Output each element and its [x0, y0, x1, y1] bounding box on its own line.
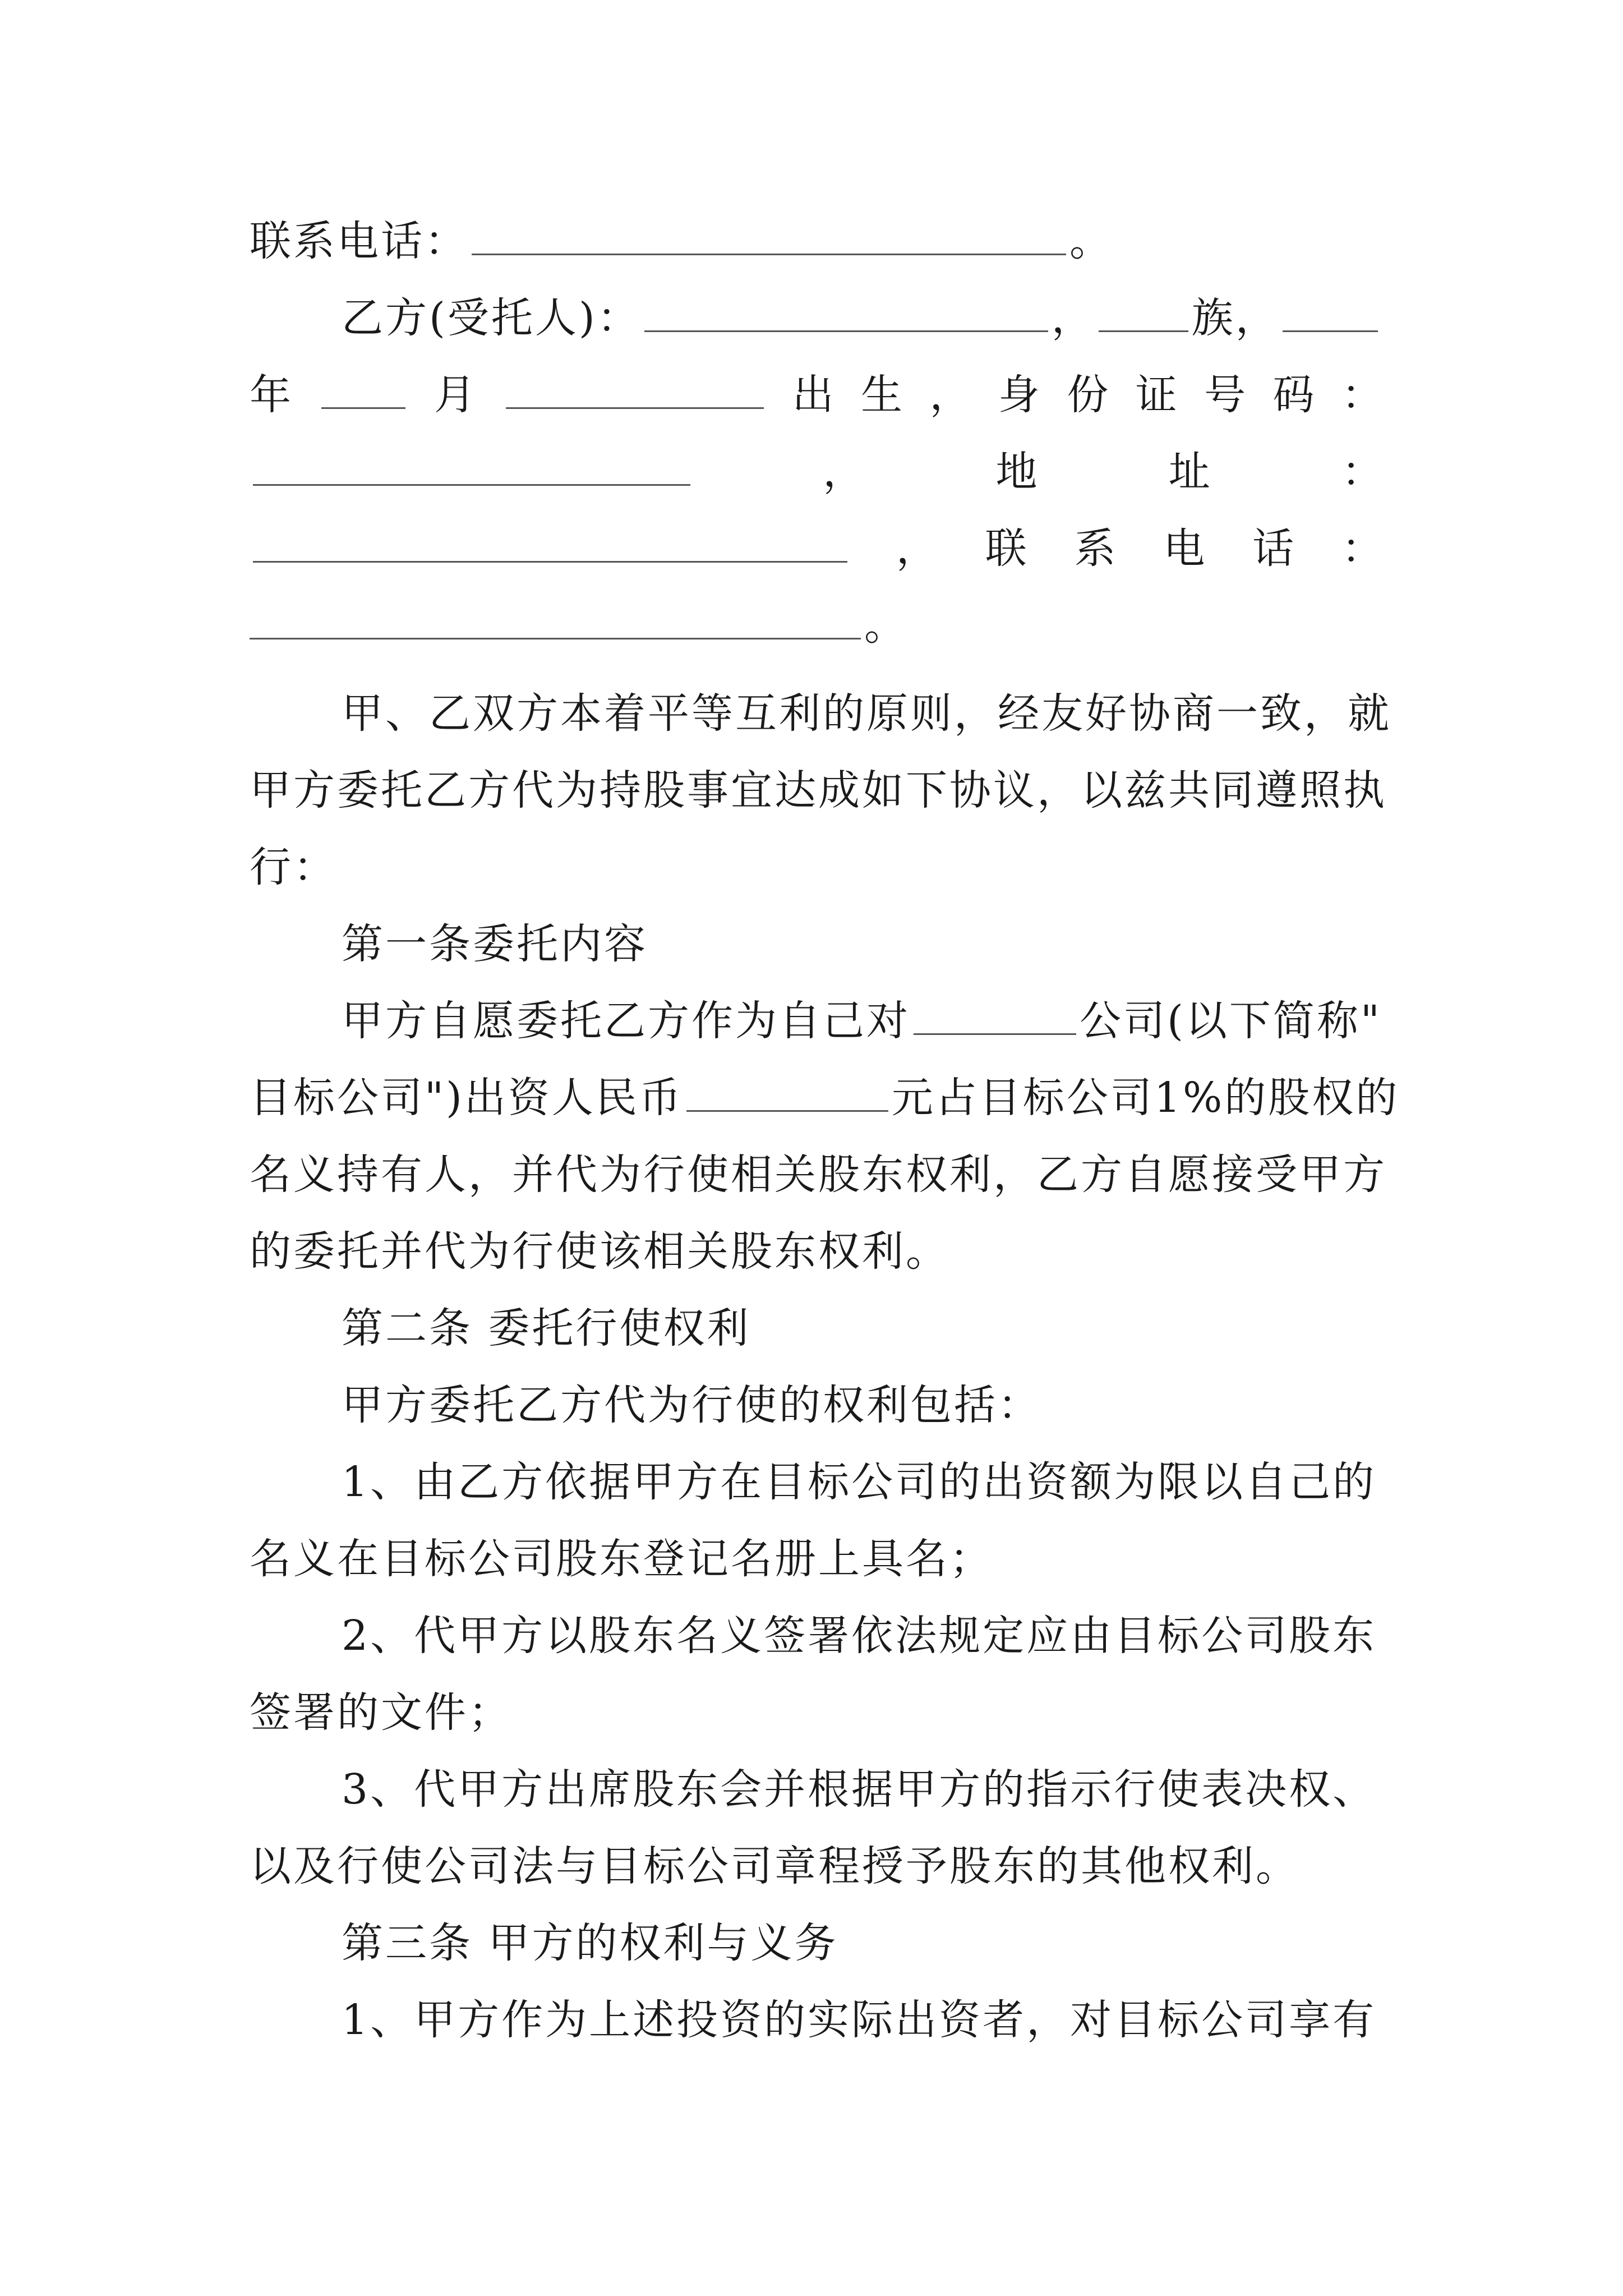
article-2-item-1-line-1: 1、由乙方依据甲方在目标公司的出资额为限以自己的 — [342, 1458, 1377, 1506]
phone-blank-line — [250, 587, 1385, 664]
id-char: ： — [1341, 371, 1385, 419]
birth-id-line — [250, 357, 1385, 434]
birth-char-2: 生 — [861, 371, 905, 419]
party-b-line — [250, 280, 1385, 357]
article-3-title: 第三条 甲方的权利与义务 — [342, 1919, 838, 1967]
birth-char-1: 出 — [792, 371, 836, 419]
article-1-text: 公司(以下简称" — [1080, 997, 1382, 1045]
id-char: 号 — [1204, 371, 1248, 419]
party-b-name-blank[interactable] — [644, 297, 1048, 332]
address-char: ： — [1341, 448, 1385, 496]
article-2-item-3-line-2: 以及行使公司法与目标公司章程授予股东的其他权利。 — [250, 1842, 1299, 1890]
comma: ， — [929, 371, 974, 419]
company-name-blank[interactable] — [914, 1000, 1076, 1035]
comma: ， — [823, 448, 867, 496]
article-2-intro: 甲方委托乙方代为行使的权利包括： — [342, 1381, 1041, 1429]
period: 。 — [864, 601, 908, 650]
month-label: 月 — [434, 371, 478, 419]
article-1-text: 甲方自愿委托乙方作为自己对 — [342, 997, 910, 1045]
phone-char: 电 — [1163, 524, 1207, 573]
id-number-blank[interactable] — [253, 450, 690, 486]
phone-char: 话 — [1252, 524, 1297, 573]
day-blank[interactable] — [506, 374, 764, 409]
comma: ， — [896, 524, 940, 573]
address-line — [250, 434, 1385, 510]
phone-line — [250, 510, 1385, 587]
phone-char: ： — [1341, 524, 1385, 573]
id-char: 码 — [1272, 371, 1317, 419]
id-char: 身 — [998, 371, 1042, 419]
party-b-label: 乙方(受托人)： — [342, 294, 641, 342]
article-1-title: 第一条委托内容 — [342, 920, 648, 968]
article-2-title: 第二条 委托行使权利 — [342, 1304, 751, 1352]
contact-phone-line — [250, 203, 1385, 280]
month-prefix-blank[interactable] — [321, 374, 405, 409]
comma: ， — [1235, 294, 1279, 342]
ethnicity-label: 族 — [1191, 294, 1235, 342]
article-1-text: 目标公司")出资人民币 — [250, 1074, 683, 1122]
contact-phone-blank[interactable] — [472, 220, 1066, 255]
intro-line-1: 甲、乙双方本着平等互利的原则，经友好协商一致，就 — [342, 689, 1391, 738]
phone-number-blank[interactable] — [250, 604, 861, 639]
phone-char: 联 — [985, 524, 1029, 573]
article-1-line-4: 的委托并代为行使该相关股东权利。 — [250, 1227, 949, 1276]
article-2-item-3-line-1: 3、代甲方出席股东会并根据甲方的指示行使表决权、 — [342, 1765, 1377, 1814]
article-3-line-1: 1、甲方作为上述投资的实际出资者，对目标公司享有 — [342, 1996, 1377, 2044]
year-blank[interactable] — [1283, 297, 1378, 332]
amount-blank[interactable] — [686, 1076, 888, 1112]
article-1-line-2 — [250, 1060, 1400, 1137]
article-1-line-1 — [250, 983, 1385, 1060]
id-char: 证 — [1135, 371, 1179, 419]
intro-line-3: 行： — [250, 843, 337, 891]
comma: ， — [1051, 294, 1095, 342]
intro-line-2: 甲方委托乙方代为持股事宜达成如下协议，以兹共同遵照执 — [250, 766, 1387, 815]
contact-phone-label: 联系电话： — [250, 217, 468, 265]
article-1-line-3: 名义持有人，并代为行使相关股东权利，乙方自愿接受甲方 — [250, 1151, 1387, 1199]
address-blank[interactable] — [253, 527, 847, 563]
article-2-item-2-line-2: 签署的文件； — [250, 1688, 512, 1737]
ethnicity-blank[interactable] — [1099, 297, 1188, 332]
article-2-item-2-line-1: 2、代甲方以股东名义签署依法规定应由目标公司股东 — [342, 1612, 1377, 1660]
address-char: 地 — [995, 448, 1040, 496]
article-1-text: 元占目标公司1%的股权的 — [891, 1074, 1400, 1122]
phone-char: 系 — [1074, 524, 1118, 573]
year-label: 年 — [250, 371, 293, 419]
address-char: 址 — [1168, 448, 1212, 496]
id-char: 份 — [1067, 371, 1111, 419]
period: 。 — [1069, 217, 1113, 265]
article-2-item-1-line-2: 名义在目标公司股东登记名册上具名； — [250, 1535, 993, 1583]
